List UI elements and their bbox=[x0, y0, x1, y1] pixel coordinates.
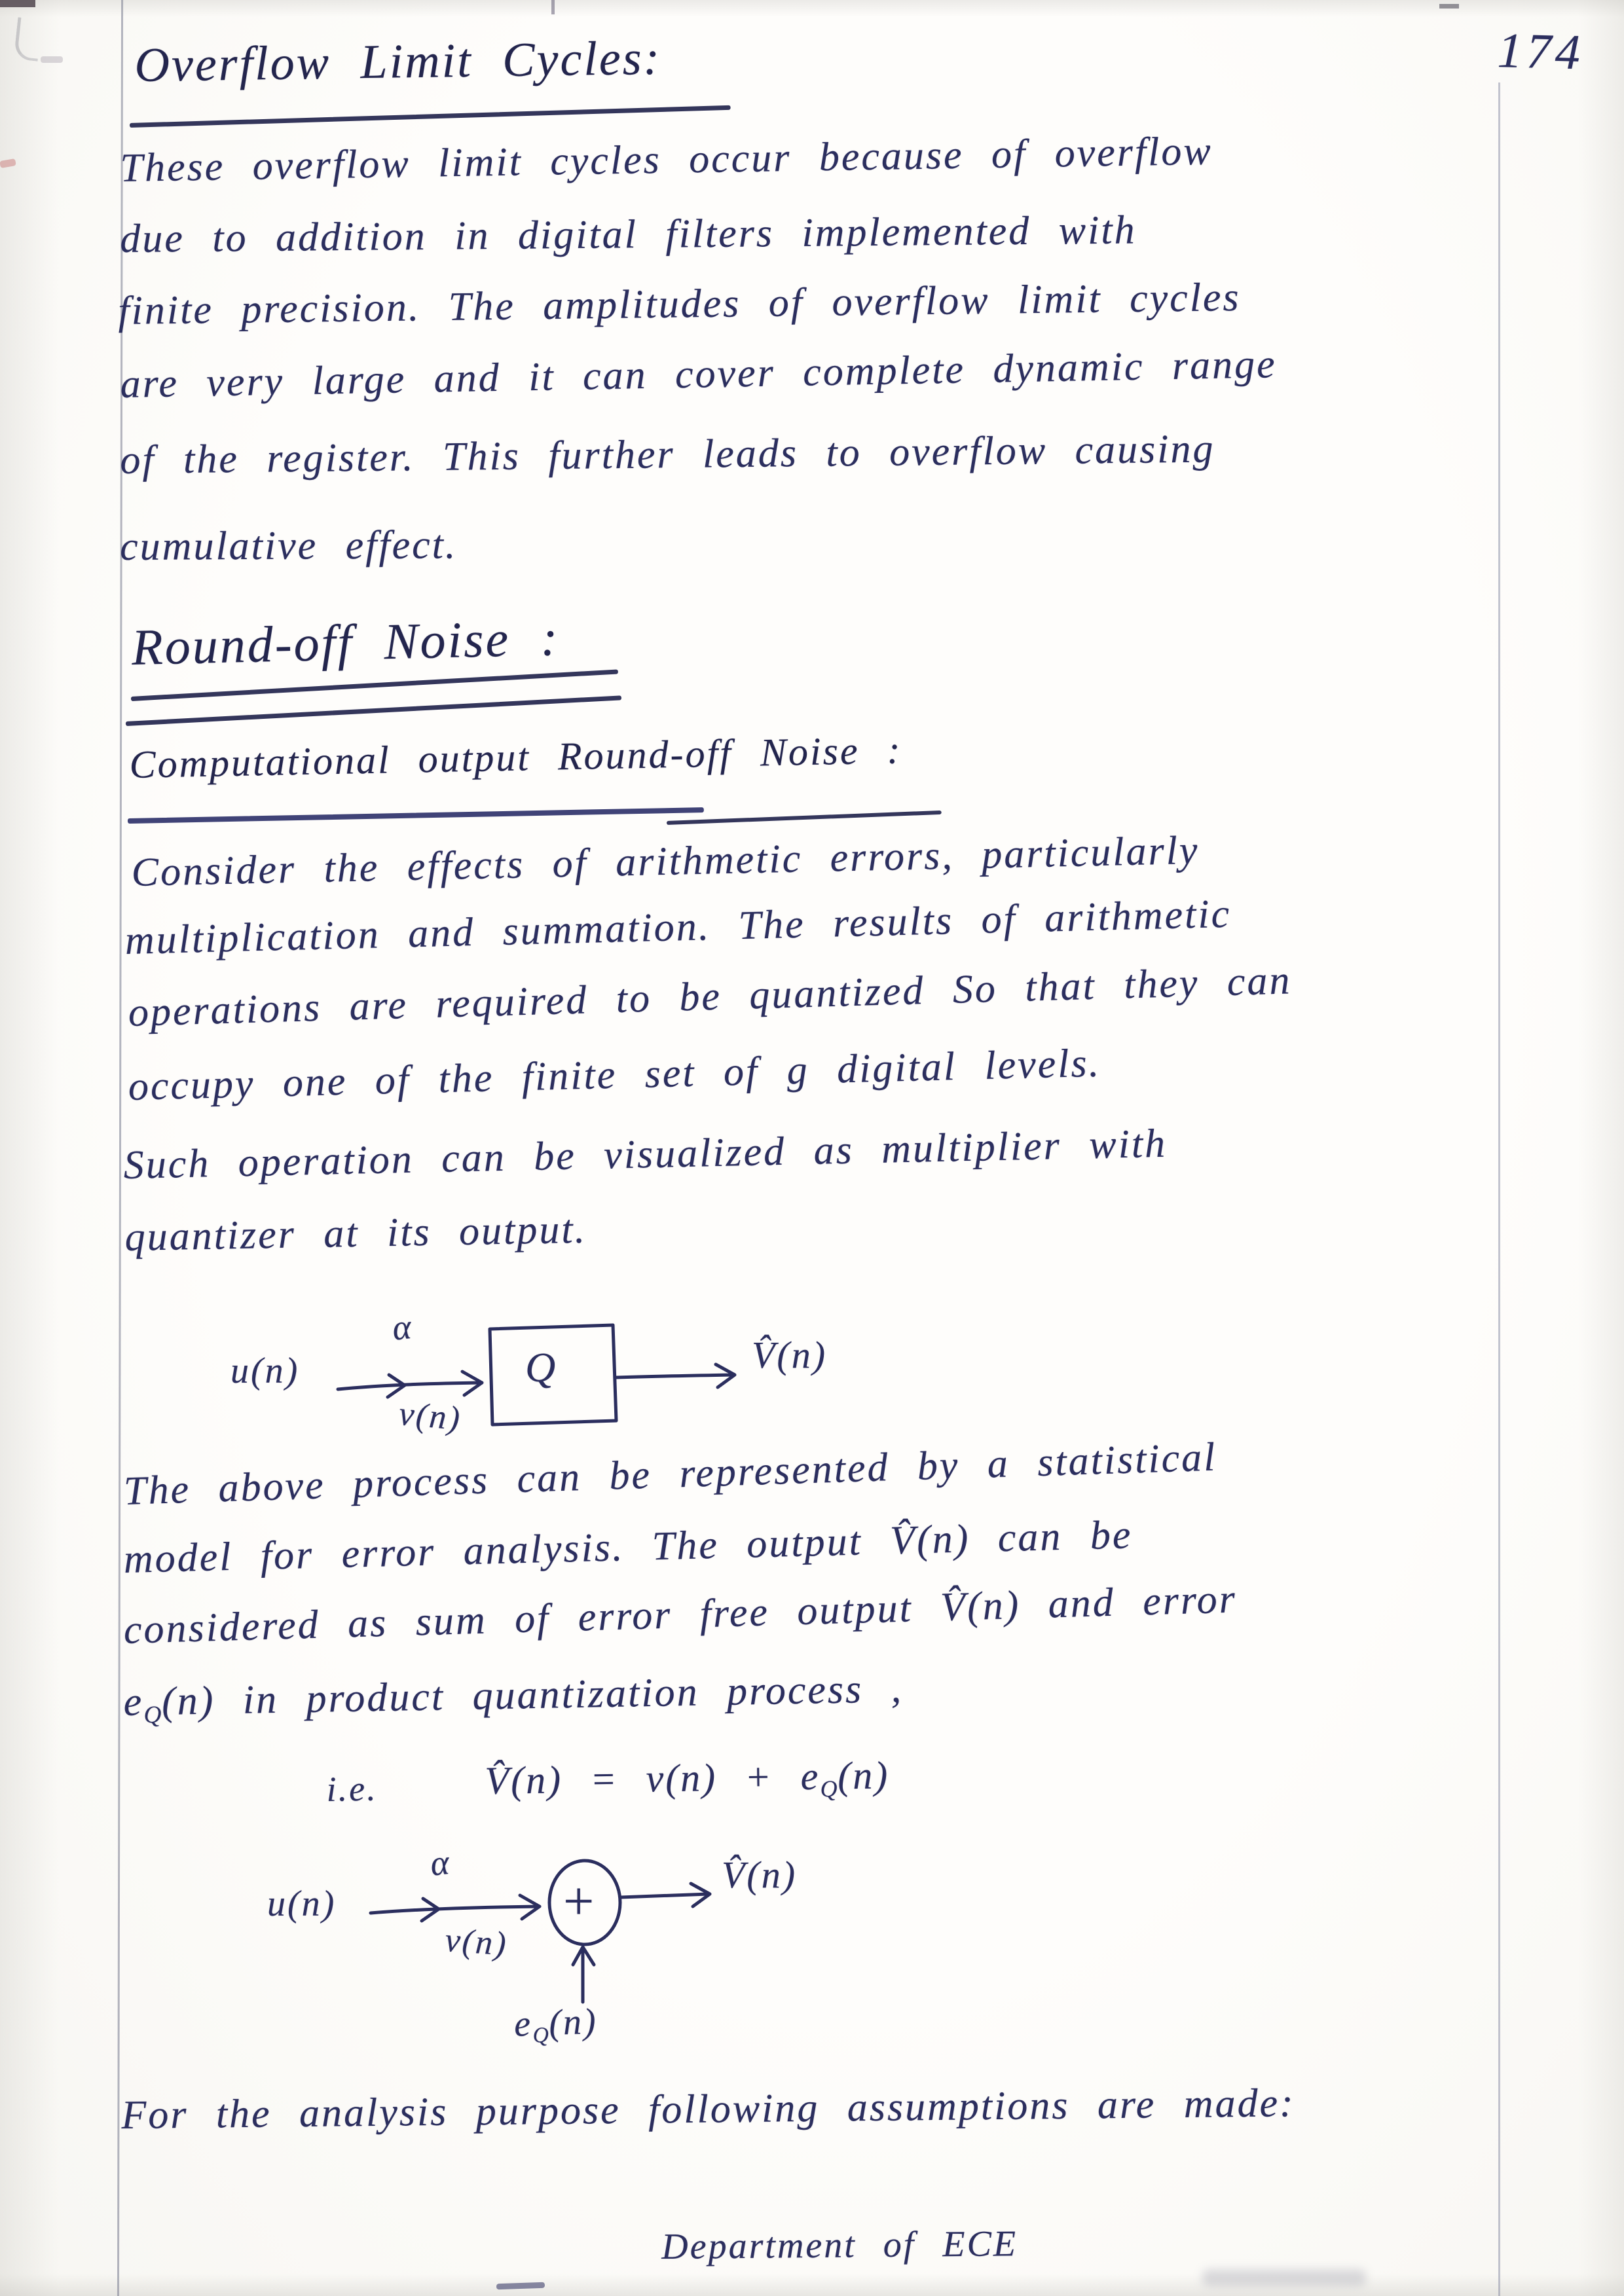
paragraph-line: considered as sum of error free output V̂(n) and error bbox=[123, 1576, 1238, 1652]
paragraph-line: are very large and it can cover complete dynamic range bbox=[120, 342, 1278, 407]
paragraph-line: Such operation can be visualized as multiplier with bbox=[123, 1121, 1168, 1188]
error-label-tail: (n) bbox=[548, 2001, 599, 2044]
equation-error-tail: (n) bbox=[837, 1753, 890, 1798]
output-arrow-line bbox=[616, 1375, 733, 1377]
overflow-title-underline bbox=[130, 105, 731, 128]
closing-line: For the analysis purpose following assumptions are made: bbox=[121, 2081, 1296, 2138]
output-arrow-line bbox=[621, 1894, 709, 1897]
paragraph-line: cumulative effect. bbox=[120, 522, 458, 569]
error-line-rest: (n) in product quantization process , bbox=[161, 1666, 904, 1724]
scan-artifact-red-tick bbox=[0, 158, 16, 168]
diagram2-adder-plus-symbol: + bbox=[563, 1871, 597, 1932]
error-arrowhead bbox=[573, 1947, 594, 1965]
output-arrowhead bbox=[716, 1364, 735, 1387]
subtitle-underline-2 bbox=[667, 811, 942, 825]
adder-diagram bbox=[371, 1861, 710, 2002]
scan-artifact-corner-mark bbox=[14, 17, 42, 62]
equation-error-base: e bbox=[800, 1754, 821, 1798]
error-term-subscript: Q bbox=[143, 1701, 162, 1729]
paragraph-line: multiplication and summation. The results of arithmetic bbox=[124, 891, 1232, 963]
page-number: 174 bbox=[1496, 22, 1585, 81]
paragraph-line: operations are required to be quantized So that they can bbox=[128, 958, 1293, 1035]
input-arrow-line bbox=[338, 1383, 481, 1389]
diagram1-coefficient-label: α bbox=[390, 1306, 415, 1348]
output-arrowhead bbox=[691, 1884, 710, 1906]
input-arrow-chevron bbox=[388, 1375, 405, 1397]
paragraph-line: quantizer at its output. bbox=[124, 1207, 587, 1260]
paragraph-line: of the register. This further leads to overflow causing bbox=[120, 426, 1215, 483]
roundoff-section-title: Round-off Noise : bbox=[131, 609, 561, 676]
diagram1-quantizer-symbol: Q bbox=[525, 1344, 558, 1391]
diagram1-input-label: u(n) bbox=[231, 1351, 300, 1391]
scan-artifact-top-left bbox=[0, 0, 35, 7]
paragraph-line: The above process can be represented by a statistical bbox=[123, 1434, 1218, 1514]
error-term-base: e bbox=[123, 1679, 144, 1724]
diagram1-output-label: V̂(n) bbox=[752, 1334, 828, 1376]
diagram2-output-label: V̂(n) bbox=[722, 1853, 798, 1896]
left-margin-rule bbox=[117, 0, 123, 2296]
diagram2-product-label: v(n) bbox=[443, 1921, 509, 1963]
scan-artifact-top-tick bbox=[551, 0, 555, 14]
input-arrowhead bbox=[520, 1895, 540, 1919]
paragraph-line: finite precision. The amplitudes of overflow limit cycles bbox=[118, 275, 1241, 333]
input-arrow-line bbox=[371, 1906, 538, 1913]
paragraph-line bbox=[123, 1666, 904, 1730]
overflow-section-title: Overflow Limit Cycles: bbox=[134, 31, 662, 92]
equation-prefix: i.e. bbox=[326, 1768, 378, 1809]
error-label-base: e bbox=[513, 2003, 534, 2045]
diagram2-coefficient-label: α bbox=[428, 1842, 453, 1884]
computational-subtitle: Computational output Round-off Noise : bbox=[129, 728, 903, 786]
diagram2-error-label bbox=[513, 2001, 599, 2049]
input-arrowhead bbox=[462, 1372, 482, 1395]
diagram2-input-label: u(n) bbox=[267, 1884, 337, 1924]
scan-artifact-bottom-smudge bbox=[1202, 2269, 1366, 2286]
paragraph-line: Consider the effects of arithmetic errors, particularly bbox=[131, 828, 1200, 895]
paragraph-line: model for error analysis. The output V̂(n) can be bbox=[123, 1512, 1134, 1582]
error-label-subscript: Q bbox=[532, 2022, 550, 2048]
diagram1-product-label: v(n) bbox=[397, 1394, 464, 1438]
scan-artifact-gray-dash bbox=[41, 56, 63, 63]
paragraph-line: due to addition in digital filters implemented with bbox=[120, 208, 1137, 261]
scan-artifact-bottom-dash bbox=[496, 2282, 545, 2290]
right-margin-rule bbox=[1498, 82, 1500, 2296]
paragraph-line: These overflow limit cycles occur because of overflow bbox=[120, 128, 1213, 191]
roundoff-title-underline-2 bbox=[126, 695, 621, 726]
paragraph-line: occupy one of the finite set of g digital levels. bbox=[128, 1040, 1101, 1109]
page-footer: Department of ECE bbox=[661, 2223, 1018, 2267]
equation-main: V̂(n) = v(n) + bbox=[485, 1755, 802, 1802]
quantization-equation bbox=[485, 1753, 890, 1807]
scan-artifact-top-dash bbox=[1439, 4, 1459, 9]
subtitle-underline-1 bbox=[128, 807, 704, 824]
equation-error-subscript: Q bbox=[820, 1775, 838, 1802]
input-arrow-chevron bbox=[422, 1899, 439, 1921]
